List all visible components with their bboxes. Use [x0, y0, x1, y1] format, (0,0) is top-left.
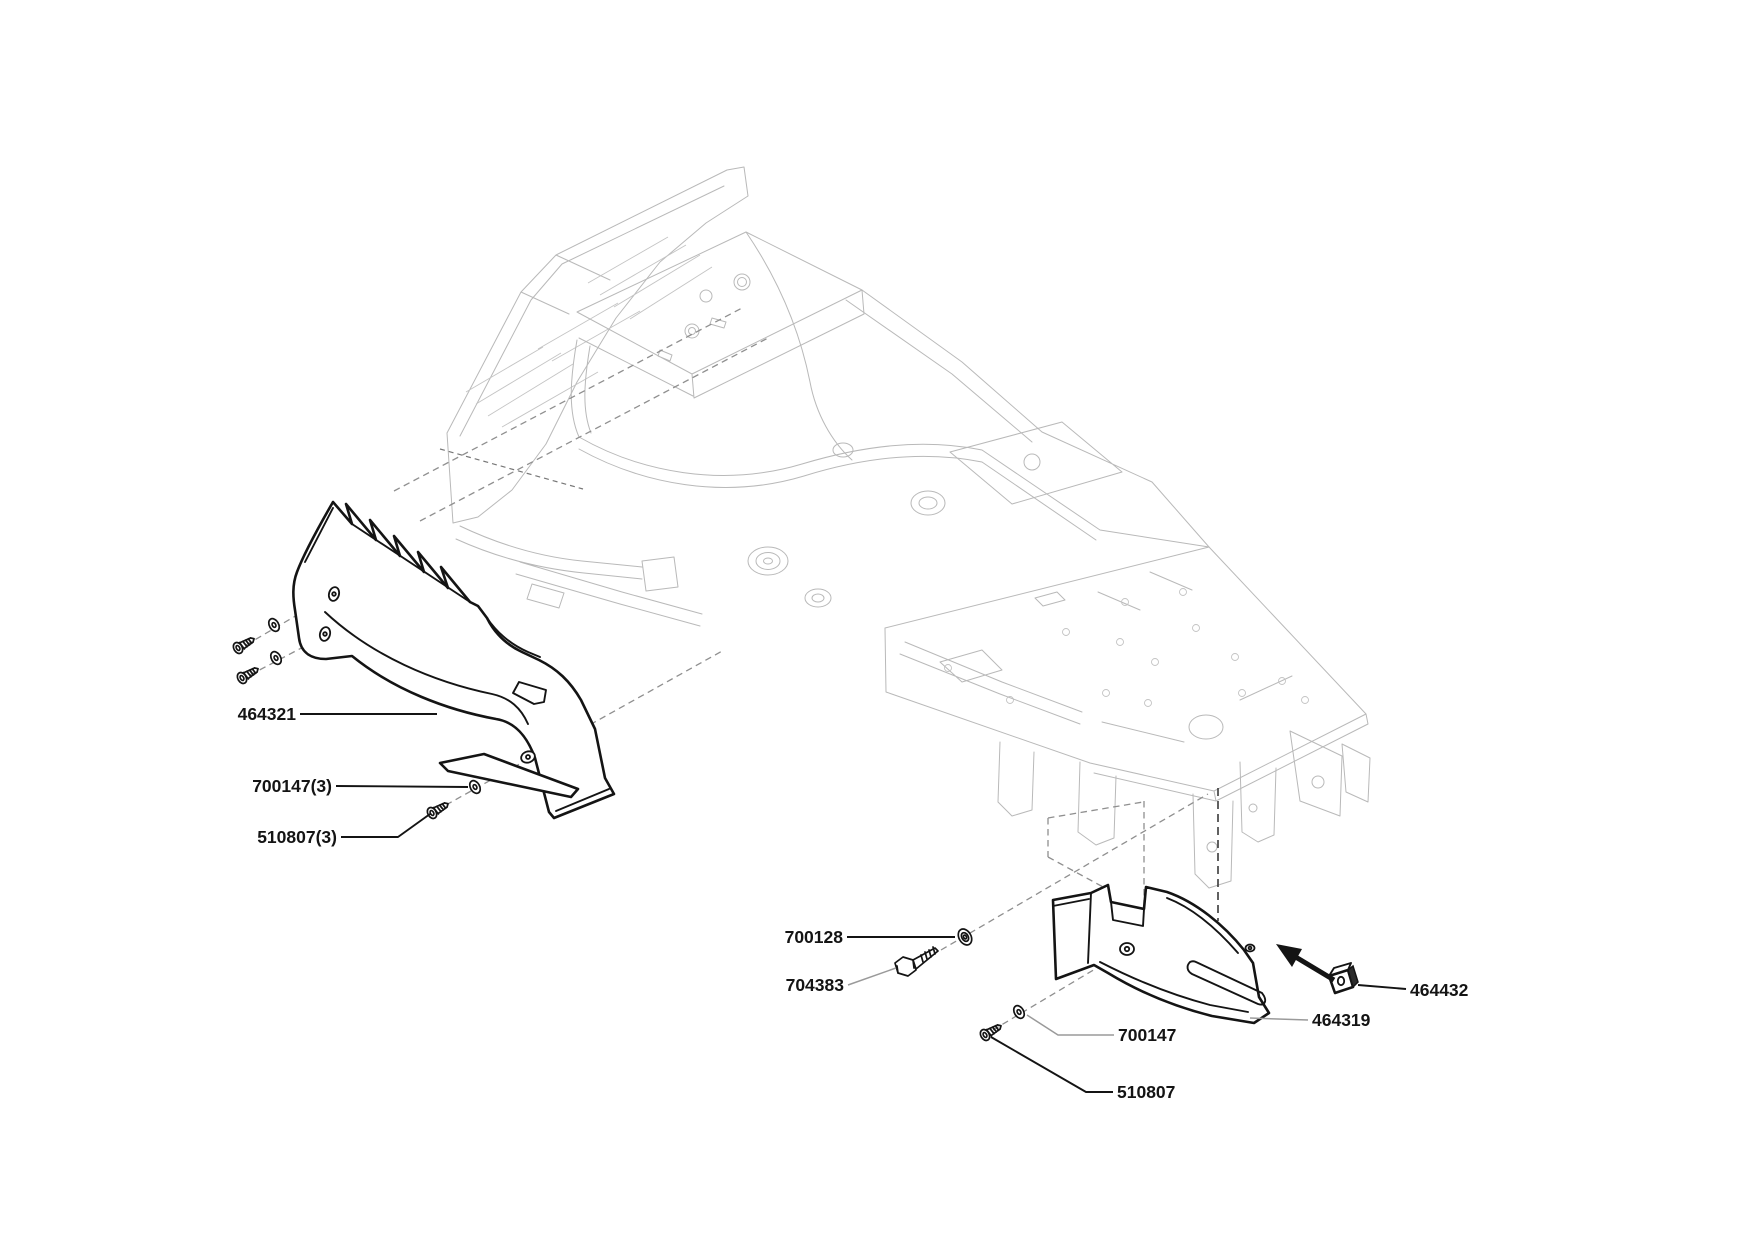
nut-700128 [956, 927, 975, 948]
washer-700147-left-3 [468, 779, 483, 795]
callout-464432: 464432 [1410, 980, 1469, 1000]
callout-700147-3: 700147(3) [252, 776, 332, 796]
washer-700147-left-1 [267, 617, 282, 633]
right-panel-outline [1053, 885, 1269, 1023]
frame-holes [685, 274, 750, 338]
callout-464319: 464319 [1312, 1010, 1371, 1030]
screw-510807-left-1 [231, 634, 256, 655]
bolt-704383 [895, 947, 938, 976]
fasteners [231, 617, 1026, 1042]
part-464319-right-panel [1053, 885, 1269, 1023]
callout-704383: 704383 [785, 975, 844, 995]
screw-510807-left-2 [235, 664, 260, 685]
callout-510807-3: 510807(3) [257, 827, 337, 847]
callout-700128: 700128 [784, 927, 843, 947]
callout-labels [238, 704, 1469, 1102]
callout-464321: 464321 [237, 704, 296, 724]
part-464321-left-panel [293, 502, 614, 818]
frame-pulleys [748, 443, 945, 607]
callout-700147: 700147 [1118, 1025, 1177, 1045]
assembly-arrow [1276, 944, 1334, 980]
deck-holes [945, 589, 1309, 707]
screw-510807-left-3 [425, 799, 450, 820]
callout-510807: 510807 [1117, 1082, 1176, 1102]
screw-510807-right [978, 1021, 1003, 1042]
